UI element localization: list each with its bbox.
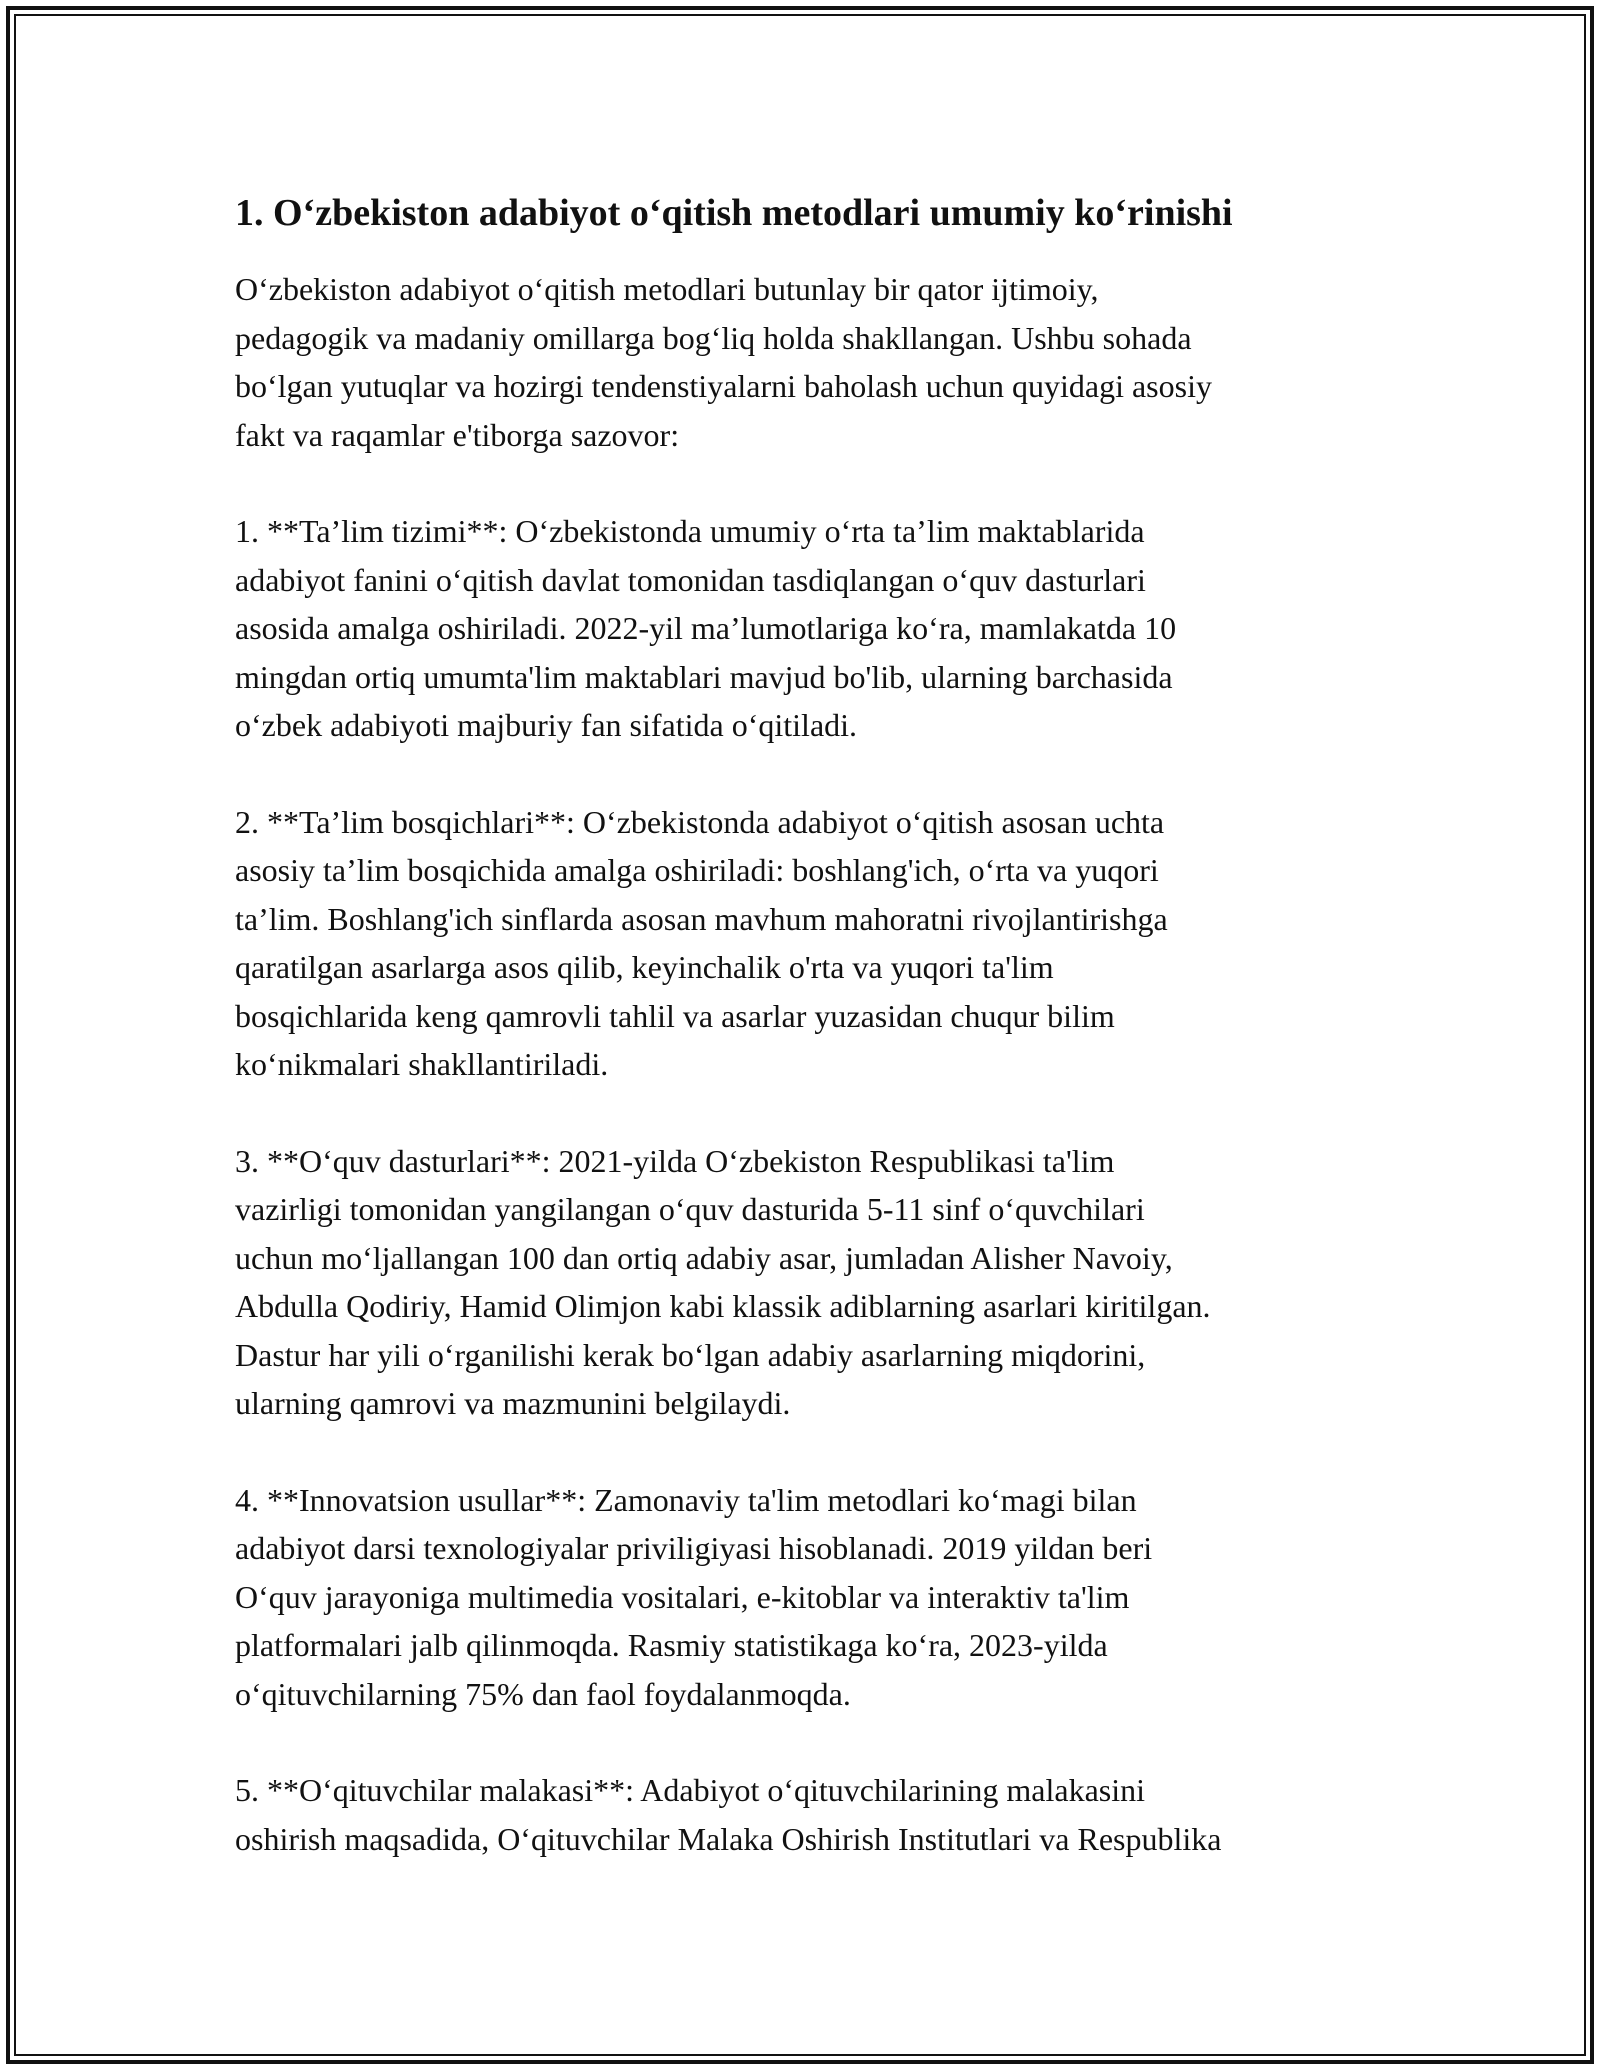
text-line: asosida amalga oshiriladi. 2022-yil ma’lumotlariga ko‘ra, mamlakatda 10 <box>235 610 1177 646</box>
text-line: qaratilgan asarlarga asos qilib, keyinchalik o'rta va yuqori ta'lim <box>235 949 1054 985</box>
text-line: vazirligi tomonidan yangilangan o‘quv dasturida 5-11 sinf o‘quvchilari <box>235 1191 1145 1227</box>
text-line: platformalari jalb qilinmoqda. Rasmiy statistikaga ko‘ra, 2023-yilda <box>235 1627 1108 1663</box>
text-line: ularning qamrovi va mazmunini belgilaydi. <box>235 1385 791 1421</box>
text-line: mingdan ortiq umumta'lim maktablari mavjud bo'lib, ularning barchasida <box>235 658 1173 695</box>
text-line: oshirish maqsadida, O‘qituvchilar Malaka Oshirish Institutlari va Respublika <box>235 1820 1222 1857</box>
text-line: adabiyot darsi texnologiyalar priviligiyasi hisoblanadi. 2019 yildan beri <box>235 1530 1153 1566</box>
text-line: o‘zbek adabiyoti majburiy fan sifatida o‘qitiladi. <box>235 707 858 743</box>
text-line: asosiy ta’lim bosqichida amalga oshiriladi: boshlang'ich, o‘rta va yuqori <box>235 852 1159 888</box>
text-line: 1. **Ta’lim tizimi**: O‘zbekistonda umumiy o‘rta ta’lim maktablarida <box>235 513 1145 549</box>
document-page <box>235 185 1385 1863</box>
text-line: ko‘nikmalari shakllantiriladi. <box>235 1046 609 1082</box>
text-line: fakt va raqamlar e'tiborga sazovor: <box>235 416 680 453</box>
text-line: bosqichlarida keng qamrovli tahlil va asarlar yuzasidan chuqur bilim <box>235 997 1115 1034</box>
section-heading: 1. O‘zbekiston adabiyot o‘qitish metodlari umumiy ko‘rinishi <box>235 192 1233 234</box>
text-line: o‘qituvchilarning 75% dan faol foydalanmoqda. <box>235 1675 851 1712</box>
text-line: O‘quv jarayoniga multimedia vositalari, e-kitoblar va interaktiv ta'lim <box>235 1578 1130 1615</box>
list-item-oquv-dasturlari <box>235 1137 1385 1428</box>
text-line: 3. **O‘quv dasturlari**: 2021-yilda O‘zbekiston Respublikasi ta'lim <box>235 1142 1115 1179</box>
text-line: ta’lim. Boshlang'ich sinflarda asosan mavhum mahoratni rivojlantirishga <box>235 900 1168 937</box>
text-line: 2. **Ta’lim bosqichlari**: O‘zbekistonda adabiyot o‘qitish asosan uchta <box>235 803 1165 840</box>
text-line: bo‘lgan yutuqlar va hozirgi tendenstiyalarni baholash uchun quyidagi asosiy <box>235 368 1212 404</box>
intro-paragraph <box>235 265 1385 459</box>
text-line: 4. **Innovatsion usullar**: Zamonaviy ta'lim metodlari ko‘magi bilan <box>235 1481 1137 1518</box>
text-line: 5. **O‘qituvchilar malakasi**: Adabiyot o‘qituvchilarining malakasini <box>235 1772 1146 1808</box>
list-item-talim-tizimi <box>235 507 1385 750</box>
text-line: pedagogik va madaniy omillarga bog‘liq holda shakllangan. Ushbu sohada <box>235 319 1192 356</box>
text-line: uchun mo‘ljallangan 100 dan ortiq adabiy asar, jumladan Alisher Navoiy, <box>235 1239 1173 1276</box>
text-line: adabiyot fanini o‘qitish davlat tomonidan tasdiqlangan o‘quv dasturlari <box>235 561 1146 598</box>
text-line: O‘zbekiston adabiyot o‘qitish metodlari butunlay bir qator ijtimoiy, <box>235 271 1099 307</box>
list-item-talim-bosqichlari <box>235 798 1385 1089</box>
text-line: Dastur har yili o‘rganilishi kerak bo‘lgan adabiy asarlarning miqdorini, <box>235 1336 1146 1373</box>
list-item-oqituvchilar-malakasi <box>235 1766 1385 1863</box>
text-line: Abdulla Qodiriy, Hamid Olimjon kabi klassik adiblarning asarlari kiritilgan. <box>235 1288 1211 1324</box>
list-item-innovatsion-usullar <box>235 1476 1385 1719</box>
